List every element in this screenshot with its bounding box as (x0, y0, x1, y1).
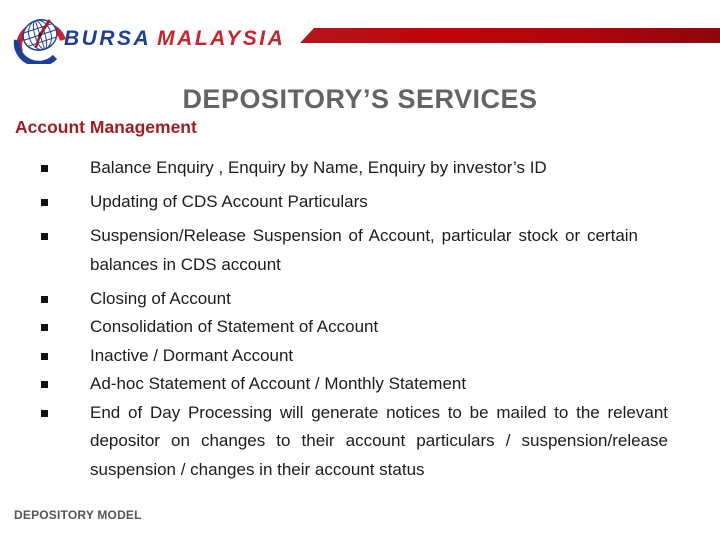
bursa-malaysia-logo-icon (12, 4, 70, 64)
list-item-text: Balance Enquiry , Enquiry by Name, Enquiry by investor’s ID (90, 158, 547, 177)
list-item-text: Ad-hoc Statement of Account / Monthly Statement (90, 374, 467, 393)
bullet-square-icon (41, 353, 48, 360)
list-item (38, 188, 668, 217)
list-item-text: Consolidation of Statement of Account (90, 317, 379, 336)
bullet-square-icon (41, 381, 48, 388)
bullet-square-icon (41, 233, 48, 240)
list-item (38, 342, 668, 371)
list-item (38, 285, 668, 314)
list-item-text: Inactive / Dormant Account (90, 345, 294, 365)
brand-word-malaysia: MALAYSIA (157, 27, 286, 50)
list-item-text: Suspension/Release Suspension of Account, particular stock or certain balances in CDS account (90, 226, 638, 274)
bullet-list (38, 154, 668, 484)
bullet-square-icon (41, 296, 48, 303)
bullet-square-icon (41, 199, 48, 206)
list-item (38, 222, 638, 279)
bullet-square-icon (41, 324, 48, 331)
list-item-text: End of Day Processing will generate notices to be mailed to the relevant depositor on changes to their account particulars / suspension/release suspension / changes in their account status (90, 402, 668, 479)
page-title: DEPOSITORY’S SERVICES (182, 84, 538, 114)
section-heading: Account Management (15, 117, 197, 137)
brand-wordmark (64, 27, 285, 51)
list-item (38, 399, 668, 485)
list-item (38, 313, 668, 342)
header-red-bar (300, 28, 720, 43)
brand-word-bursa: BURSA (64, 27, 152, 50)
bullet-square-icon (41, 410, 48, 417)
list-item-text: Updating of CDS Account Particulars (90, 192, 368, 211)
footer-label: DEPOSITORY MODEL (14, 508, 142, 522)
list-item (38, 154, 668, 183)
bullet-square-icon (41, 165, 48, 172)
list-item (38, 370, 668, 399)
list-item-text: Closing of Account (90, 288, 231, 308)
